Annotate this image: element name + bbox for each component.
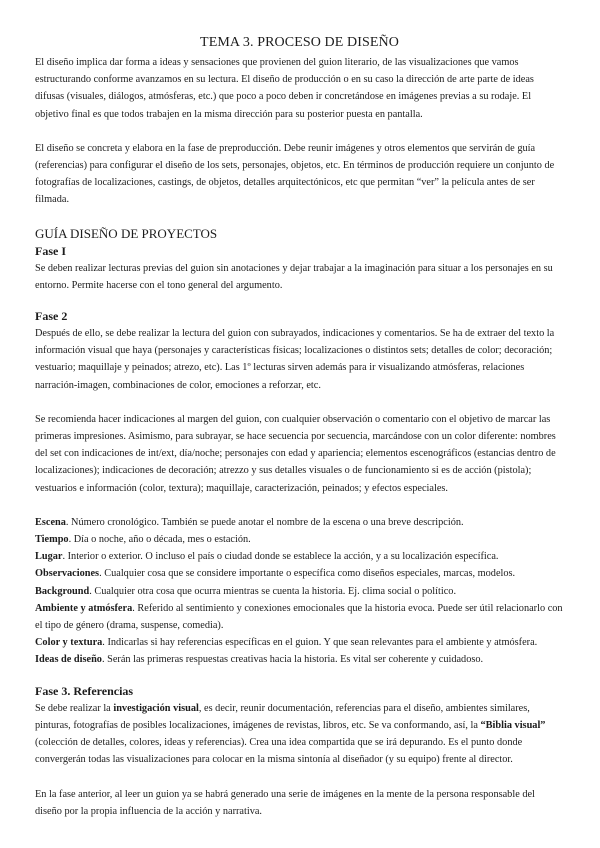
investigacion-visual-term: investigación visual bbox=[113, 702, 199, 714]
definition-text: . Día o noche, año o década, mes o estación. bbox=[68, 534, 251, 546]
intro-paragraph-1: El diseño implica dar forma a ideas y sensaciones que provienen del guion literario, de las visualizaciones que vamos estructurando conforme avanzamos en su lectura. El diseño de producción o en su caso la dirección de arte parte de ideas difusas (visuales, diálogos, atmósferas, etc.) que poco a poco deben ir concretándose en imágenes previas a su rodaje. El objetivo final es que todos trabajen en la misma dirección para su posterior puesta en pantalla. bbox=[35, 57, 534, 120]
definition-tiempo bbox=[35, 531, 564, 548]
fase-3-text-e: (colección de detalles, colores, ideas y referencias). Crea una idea compartida que se irá depurando. Es el punto donde convergerán todas las visualizaciones para colocar en la misma sintonía al diseñador (y su equipo) frente al director. bbox=[35, 737, 523, 766]
fase-3-text-a: Se debe realizar la bbox=[35, 702, 114, 714]
definition-term: Escena bbox=[35, 516, 66, 528]
definition-term: Ideas de diseño bbox=[35, 654, 102, 666]
definition-text: . Referido al sentimiento y conexiones emocionales que la historia evoca. Puede ser útil relacionarlo con el tipo de género (drama, suspense, comedia). bbox=[35, 602, 563, 632]
definition-text: . Cualquier otra cosa que ocurra mientras se cuenta la historia. Ej. clima social o político. bbox=[89, 585, 457, 597]
definitions-list bbox=[35, 514, 564, 669]
definition-term: Tiempo bbox=[35, 534, 69, 546]
fase-1-text: Se deben realizar lecturas previas del guion sin anotaciones y dejar trabajar a la imaginación para situar a los personajes en su entorno. Permite hacerse con el tono general del argumento. bbox=[35, 262, 553, 291]
definition-lugar bbox=[35, 548, 564, 565]
definition-term: Background bbox=[35, 585, 90, 597]
definition-text: . Número cronológico. También se puede anotar el nombre de la escena o una breve descripción. bbox=[65, 516, 464, 528]
fase-3-paragraph-2: En la fase anterior, al leer un guion ya se habrá generado una serie de imágenes en la mente de la persona responsable del diseño por la propia influencia de la acción y narrativa. bbox=[35, 788, 535, 817]
fase-1-heading: Fase I bbox=[35, 243, 66, 258]
definition-ideas-diseno bbox=[35, 651, 564, 668]
fase-3-heading: Fase 3. Referencias bbox=[35, 683, 134, 698]
definition-text: . Interior o exterior. O incluso el país o ciudad donde se establece la acción, y a su localización específica. bbox=[62, 551, 499, 563]
definition-text: . Serán las primeras respuestas creativas hacia la historia. Es vital ser coherente y cuidadoso. bbox=[101, 654, 484, 666]
definition-term: Ambiente y atmósfera bbox=[35, 602, 133, 614]
definition-term: Observaciones bbox=[35, 568, 100, 580]
definition-term: Color y textura bbox=[35, 637, 103, 649]
page-title: TEMA 3. PROCESO DE DISEÑO bbox=[200, 35, 399, 50]
fase-2-paragraph-2: Se recomienda hacer indicaciones al margen del guion, con cualquier observación o comentario con el objetivo de marcar las primeras impresiones. Asimismo, para subrayar, se hace secuencia por secuencia, marcándose con un color diferente: nombres del set con indicaciones de int/ext, día/noche; personajes con edad y apariencia; elementos escenográficos (estancias dentro de localizaciones); indicaciones de decoración; atrezzo y sus detalles visuales o de funcionamiento si es de acción (pistola); vestuarios e información (color, textura); maquillaje, caracterización, peinados; y efectos especiales. bbox=[35, 413, 556, 494]
fase-2-paragraph-1: Después de ello, se debe realizar la lectura del guion con subrayados, indicaciones y comentarios. Se ha de extraer del texto la información visual que haya (personajes y características físicas; localizaciones o distintos sets; detalles de color; decoración; vestuario; maquillaje y peinados; atrezo, etc). Las 1º lecturas sirven además para ir visualizando atmósferas, relaciones narración-imagen, combinaciones de color, emociones a reforzar, etc. bbox=[35, 328, 555, 391]
biblia-visual-term: “Biblia visual” bbox=[480, 719, 546, 731]
definition-color-textura bbox=[35, 634, 564, 651]
definition-term: Lugar bbox=[35, 551, 63, 563]
definition-escena bbox=[35, 514, 564, 531]
fase-3-text-c: , es decir, reunir documentación, referencias para el diseño, ambientes similares, pinturas, fotografías de posibles localizaciones, imágenes de revistas, libros, etc. Se va conformando, así, la bbox=[35, 702, 530, 731]
fase-3-paragraph-1 bbox=[35, 700, 564, 769]
fase-2-heading: Fase 2 bbox=[35, 309, 68, 324]
definition-text: . Indicarlas si hay referencias específicas en el guion. Y que sean relevantes para el ambiente y atmósfera. bbox=[102, 637, 538, 649]
definition-observaciones bbox=[35, 565, 564, 582]
definition-text: . Cualquier cosa que se considere importante o específica como diseños especiales, marcas, modelos. bbox=[99, 568, 516, 580]
definition-background bbox=[35, 583, 564, 600]
guide-section-title: GUÍA DISEÑO DE PROYECTOS bbox=[35, 225, 218, 241]
definition-ambiente bbox=[35, 600, 564, 634]
intro-paragraph-2: El diseño se concreta y elabora en la fase de preproducción. Debe reunir imágenes y otros elementos que servirán de guía (referencias) para configurar el diseño de los sets, personajes, objetos, etc. En términos de producción requiere un conjunto de fotografías de localizaciones, castings, de objetos, detalles arquitectónicos, etc que permitan “ver” la película antes de ser filmada. bbox=[35, 142, 555, 206]
